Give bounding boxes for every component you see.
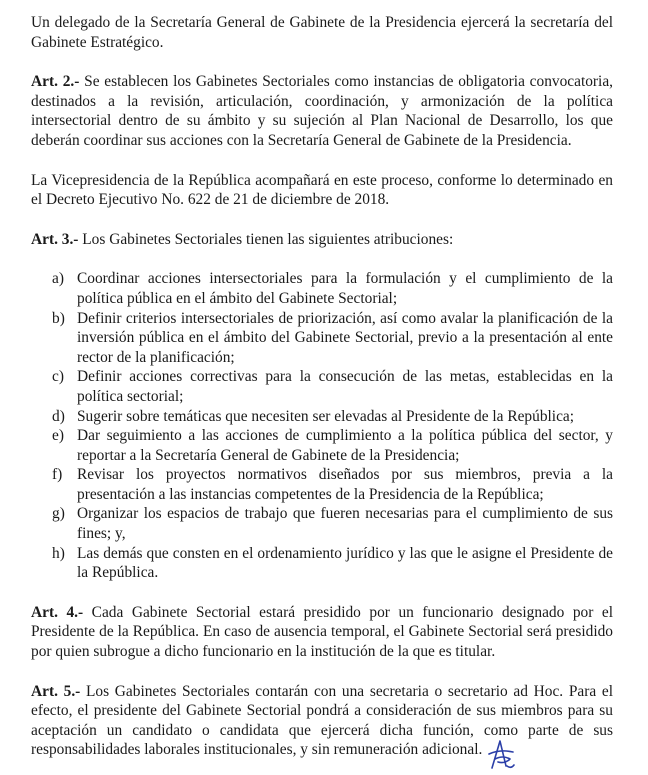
article-5-text: Los Gabinetes Sectoriales contarán con una secretaria o secretario ad Hoc. Para el efecto, el presidente del Gabinete Sectorial pondrá a consideración de sus miembros para su aceptación un candidato o candidata que ejercerá dicha función, como parte de sus responsabilidades laborales institucionales, y sin remuneración adicional. <box>31 682 613 759</box>
signature-stroke <box>495 757 510 763</box>
list-item <box>31 407 613 427</box>
article-2-paragraph <box>31 72 613 150</box>
list-item-text: Las demás que consten en el ordenamiento jurídico y las que le asigne el Presidente de la República. <box>77 544 613 582</box>
intro-paragraph: Un delegado de la Secretaría General de Gabinete de la Presidencia ejercerá la secretaría del Gabinete Estratégico. <box>31 14 613 51</box>
list-item-text: Definir criterios intersectoriales de priorización, así como avalar la planificación de la inversión pública en el ámbito del Gabinete Sectorial, previo a la presentación al ente rector de la planificación; <box>77 309 613 366</box>
signature-stroke <box>489 751 513 754</box>
article-3-paragraph <box>31 230 613 250</box>
article-4-paragraph <box>31 603 613 662</box>
list-item-letter: f) <box>52 466 63 484</box>
signature-stroke <box>492 741 506 768</box>
article-5-paragraph <box>31 682 613 760</box>
list-item <box>31 504 613 543</box>
signature-stroke <box>507 765 514 767</box>
list-item <box>31 426 613 465</box>
list-item-letter: d) <box>52 407 65 425</box>
list-item-letter: a) <box>52 270 64 288</box>
list-item-letter: g) <box>52 505 65 523</box>
article-5-label: Art. 5.- <box>31 682 81 700</box>
article-2-text: Se establecen los Gabinetes Sectoriales como instancias de obligatoria convocatoria, destinados a la revisión, articulación, coordinación, y armonización de la política intersectorial dentro de su ámbito y su sujeción al Plan Nacional de Desarrollo, los que deberán coordinar sus acciones con la Secretaría General de Gabinete de la Presidencia. <box>31 73 613 149</box>
list-item-letter: e) <box>52 427 64 445</box>
article-2-label: Art. 2.- <box>31 73 80 91</box>
list-item-text: Organizar los espacios de trabajo que fueren necesarias para el cumplimiento de sus fines; y, <box>77 505 613 543</box>
signature-initials-icon <box>486 738 516 772</box>
list-item-letter: b) <box>52 309 65 327</box>
article-4-label: Art. 4.- <box>31 603 84 621</box>
article-3-text: Los Gabinetes Sectoriales tienen las siguientes atribuciones: <box>78 230 454 248</box>
list-item-text: Coordinar acciones intersectoriales para la formulación y el cumplimiento de la política pública en el ámbito del Gabinete Sectorial; <box>77 270 613 307</box>
list-item <box>31 367 613 406</box>
article-2-followup-paragraph: La Vicepresidencia de la República acompañará en este proceso, conforme lo determinado en el Decreto Ejecutivo No. 622 de 21 de diciembre de 2018. <box>31 171 613 209</box>
list-item-text: Definir acciones correctivas para la consecución de las metas, establecidas en la política sectorial; <box>77 368 613 405</box>
article-4-text: Cada Gabinete Sectorial estará presidido por un funcionario designado por el Presidente de la República. En caso de ausencia temporal, el Gabinete Sectorial será presidido por quien subrogue a dicho funcionario en la institución de la que es titular. <box>31 603 613 661</box>
list-item-text: Dar seguimiento a las acciones de cumplimiento a la política pública del sector, y reportar a la Secretaría General de Gabinete de la Presidencia; <box>77 427 613 464</box>
list-item <box>31 544 613 583</box>
list-item-text: Revisar los proyectos normativos diseñados por sus miembros, previa a la presentación a las instancias competentes de la Presidencia de la República; <box>77 466 613 503</box>
document-page <box>31 13 613 760</box>
list-item-letter: h) <box>52 544 65 562</box>
list-item-letter: c) <box>52 368 64 386</box>
list-item <box>31 465 613 504</box>
article-3-label: Art. 3.- <box>31 230 79 248</box>
list-item <box>31 269 613 308</box>
list-item-text: Sugerir sobre temáticas que necesiten ser elevadas al Presidente de la República; <box>77 407 575 425</box>
list-item <box>31 309 613 368</box>
attributions-list <box>31 269 613 583</box>
